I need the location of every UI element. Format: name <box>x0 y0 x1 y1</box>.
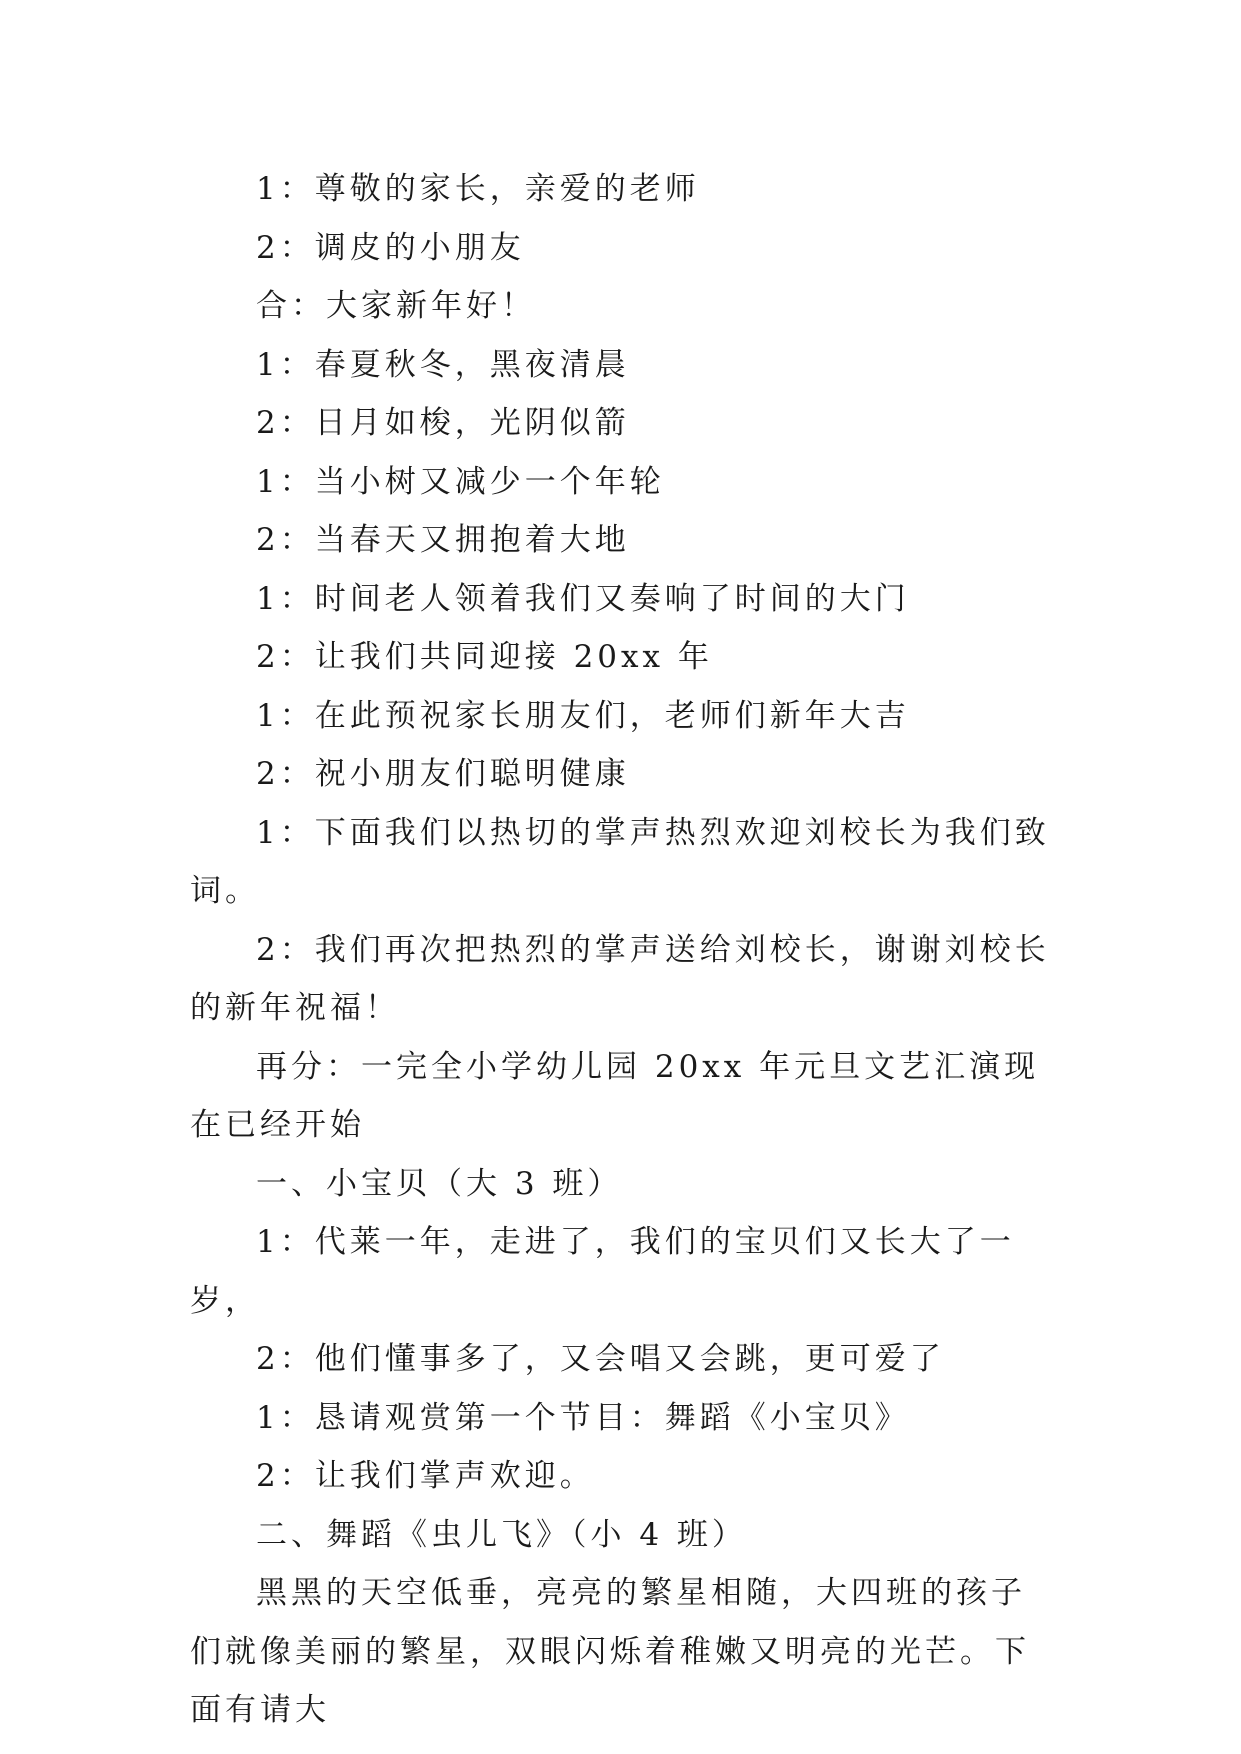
document-body <box>190 160 1052 1740</box>
paragraph: 2：当春天又拥抱着大地 <box>256 522 630 558</box>
paragraph: 合：大家新年好！ <box>256 288 536 324</box>
paragraph: 1：当小树又减少一个年轮 <box>256 463 665 500</box>
paragraph: 1：时间老人领着我们又奏响了时间的大门 <box>256 580 910 617</box>
paragraph: 2：让我们掌声欢迎。 <box>256 1458 595 1494</box>
paragraph: 1：下面我们以热切的掌声热烈欢迎刘校长为我们致词。 <box>190 814 1050 909</box>
paragraph: 2：日月如梭，光阴似箭 <box>256 405 630 441</box>
paragraph: 1：春夏秋冬，黑夜清晨 <box>256 346 630 383</box>
paragraph: 1：在此预祝家长朋友们，老师们新年大吉 <box>256 697 910 734</box>
paragraph: 1：代莱一年，走进了，我们的宝贝们又长大了一岁， <box>190 1224 1015 1319</box>
section-heading: 二、舞蹈《虫儿飞》（小 4 班） <box>256 1516 747 1553</box>
paragraph: 再分：一完全小学幼儿园 20xx 年元旦文艺汇演现在已经开始 <box>190 1048 1040 1143</box>
section-heading: 一、小宝贝（大 3 班） <box>256 1165 623 1202</box>
paragraph: 2：我们再次把热烈的掌声送给刘校长，谢谢刘校长的新年祝福！ <box>190 931 1050 1026</box>
paragraph: 2：让我们共同迎接 20xx 年 <box>256 639 713 675</box>
paragraph: 2：祝小朋友们聪明健康 <box>256 756 630 792</box>
paragraph: 1：恳请观赏第一个节目：舞蹈《小宝贝》 <box>256 1399 910 1436</box>
paragraph: 2：调皮的小朋友 <box>256 229 525 266</box>
paragraph: 1：尊敬的家长，亲爱的老师 <box>256 171 700 207</box>
paragraph: 黑黑的天空低垂，亮亮的繁星相随，大四班的孩子们就像美丽的繁星，双眼闪烁着稚嫩又明亮的光芒。下面有请大 <box>190 1575 1030 1728</box>
paragraph: 2：他们懂事多了，又会唱又会跳，更可爱了 <box>256 1341 945 1377</box>
